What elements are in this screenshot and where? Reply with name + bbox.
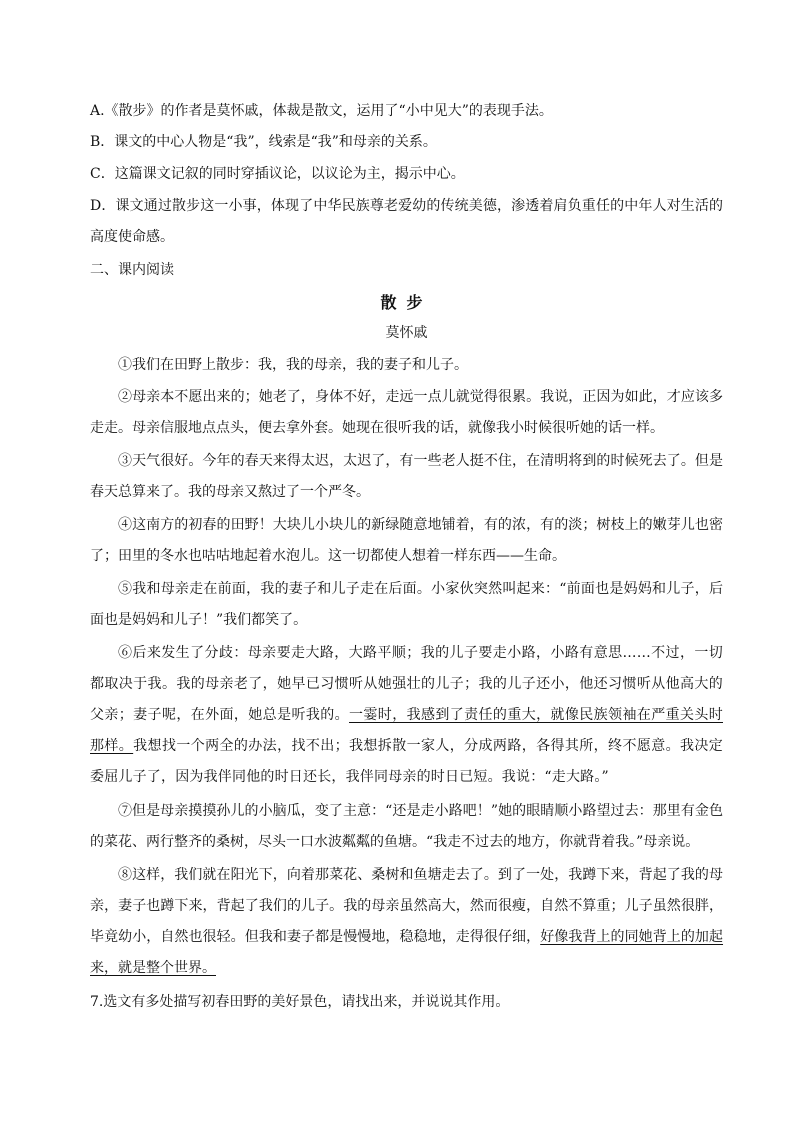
choice-d: D．课文通过散步这一小事，体现了中华民族尊老爱幼的传统美德，渗透着肩负重任的中年人对生活的高度使命感。 xyxy=(90,198,723,245)
paragraph-8 xyxy=(90,860,723,984)
paragraph-8-text: ⑧这样，我们就在阳光下，向着那菜花、桑树和鱼塘走去了。到了一处，我蹲下来，背起了我的母亲，妻子也蹲下来，背起了我们的儿子。我的母亲虽然高大，然而很瘦，自然不算重；儿子虽然很胖，毕竟幼小，自然也很轻。但我和妻子都是慢慢地，稳稳地，走得很仔细， xyxy=(90,867,723,945)
paragraph-4: ④这南方的初春的田野！大块儿小块儿的新绿随意地铺着，有的浓，有的淡；树枝上的嫩芽儿也密了；田里的冬水也咕咕地起着水泡儿。这一切都使人想着一样东西——生命。 xyxy=(90,517,723,564)
paragraph-6-underlined: 一霎时，我感到了责任的重大，就像民族领袖在严重关头时那样。 xyxy=(90,707,723,754)
paragraph-1: ①我们在田野上散步：我，我的母亲，我的妻子和儿子。 xyxy=(118,357,468,373)
essay-author: 莫怀戚 xyxy=(385,325,428,341)
paragraph-6-text-a: ⑥后来发生了分歧：母亲要走大路，大路平顺；我的儿子要走小路，小路有意思……不过，一切都取决于我。我的母亲老了，她早已习惯听从她强壮的儿子；我的儿子还小，他还习惯听从他高大的父亲；妻子呢，在外面，她总是听我的。 xyxy=(90,645,723,723)
choice-b: B．课文的中心人物是“我”，线索是“我”和母亲的关系。 xyxy=(90,134,437,150)
question-7: 7.选文有多处描写初春田野的美好景色，请找出来，并说说其作用。 xyxy=(90,994,510,1010)
paragraph-2: ②母亲本不愿出来的；她老了，身体不好，走远一点儿就觉得很累。我说，正因为如此，才应该多走走。母亲信服地点点头，便去拿外套。她现在很听我的话，就像我小时候很听她的话一样。 xyxy=(90,389,723,436)
paragraph-6 xyxy=(90,638,723,793)
paragraph-8-underlined: 好像我背上的同她背上的加起来，就是整个世界。 xyxy=(90,929,724,976)
paragraph-5: ⑤我和母亲走在前面，我的妻子和儿子走在后面。小家伙突然叫起来：“前面也是妈妈和儿子，后面也是妈妈和儿子！”我们都笑了。 xyxy=(90,581,723,628)
paragraph-6-text-b: 我想找一个两全的办法，找不出；我想拆散一家人，分成两路，各得其所，终不愿意。我决定委屈儿子了，因为我伴同他的时日还长，我伴同母亲的时日已短。我说：“走大路。” xyxy=(90,738,723,785)
essay-title: 散步 xyxy=(380,293,433,312)
section-heading: 二、课内阅读 xyxy=(90,262,174,278)
paragraph-7: ⑦但是母亲摸摸孙儿的小脑瓜，变了主意：“还是走小路吧！”她的眼睛顺小路望过去：那里有金色的菜花、两行整齐的桑树，尽头一口水波粼粼的鱼塘。“我走不过去的地方，你就背着我。”母亲说。 xyxy=(90,803,723,850)
paragraph-3: ③天气很好。今年的春天来得太迟，太迟了，有一些老人挺不住，在清明将到的时候死去了。但是春天总算来了。我的母亲又熬过了一个严冬。 xyxy=(90,453,723,500)
choice-a: A.《散步》的作者是莫怀戚，体裁是散文，运用了“小中见大”的表现手法。 xyxy=(90,103,553,119)
choice-c: C．这篇课文记叙的同时穿插议论，以议论为主，揭示中心。 xyxy=(90,166,465,182)
